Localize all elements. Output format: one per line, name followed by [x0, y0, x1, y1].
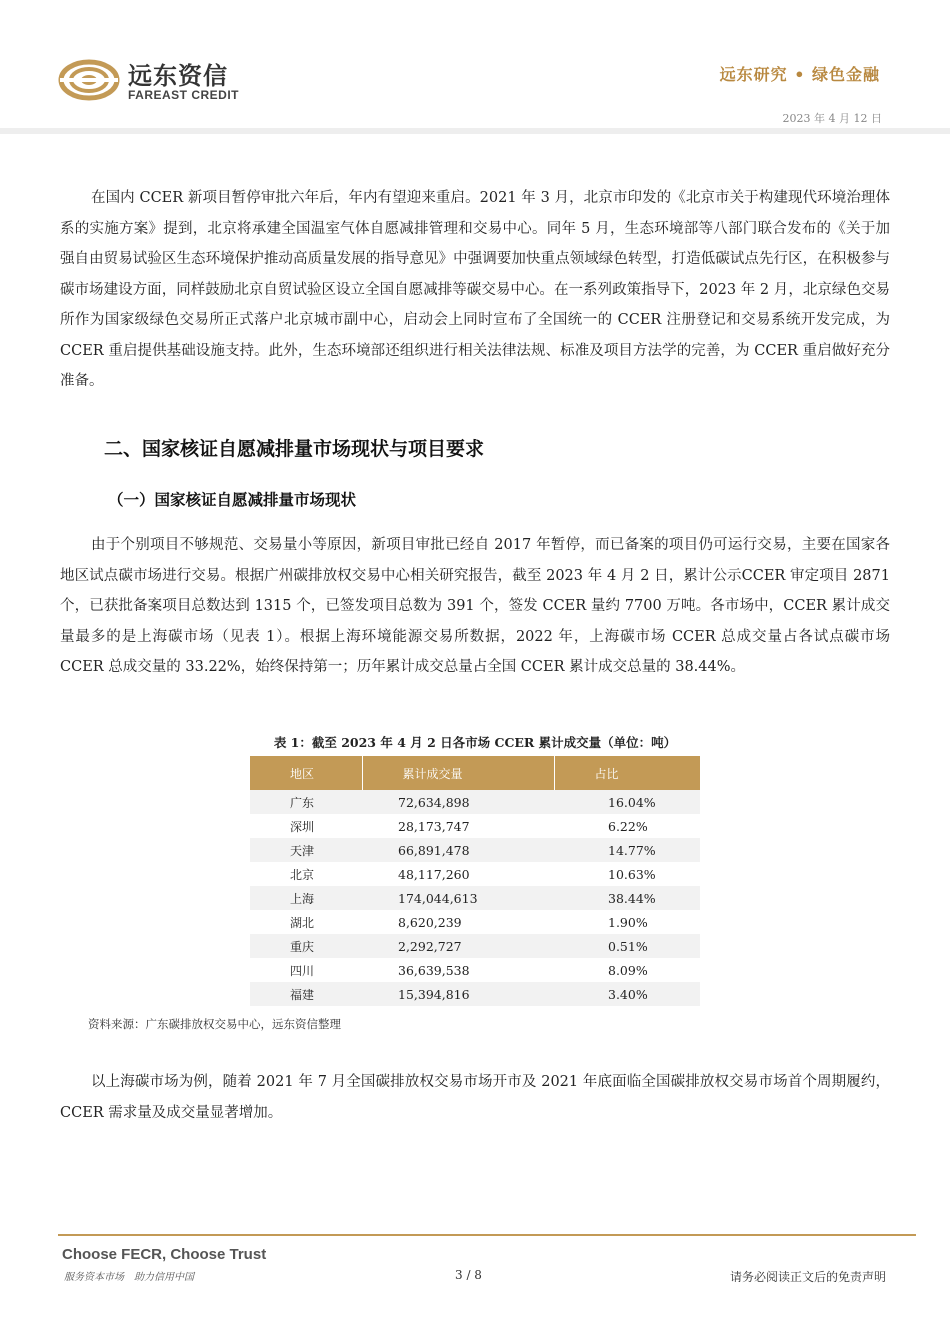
cell-share: 3.40% — [554, 982, 700, 1006]
cell-share: 6.22% — [554, 814, 700, 838]
footer-tagline: 服务资本市场 助力信用中国 — [64, 1272, 194, 1283]
table-row — [250, 934, 700, 958]
cell-region: 四川 — [250, 958, 362, 982]
cell-region: 北京 — [250, 862, 362, 886]
column-header-region: 地区 — [250, 756, 362, 790]
table-source-note: 资料来源：广东碳排放权交易中心，远东资信整理 — [88, 1017, 341, 1031]
footer-slogan: Choose FECR, Choose Trust — [62, 1246, 267, 1263]
section-heading: 二、国家核证自愿减排量市场现状与项目要求 — [104, 438, 485, 460]
table-row — [250, 790, 700, 814]
subsection-heading: （一）国家核证自愿减排量市场现状 — [108, 491, 357, 509]
table-caption: 表 1：截至 2023 年 4 月 2 日各市场 CCER 累计成交量（单位：吨） — [273, 735, 677, 750]
cell-volume: 2,292,727 — [362, 934, 554, 958]
report-date: 2023 年 4 月 12 日 — [782, 112, 882, 125]
company-logo — [58, 52, 258, 108]
column-header-share: 占比 — [554, 756, 700, 790]
page-number: 3 / 8 — [455, 1268, 482, 1282]
cell-region: 广东 — [250, 790, 362, 814]
ccer-volume-table — [250, 756, 700, 1006]
table-row — [250, 838, 700, 862]
page-header — [0, 0, 950, 140]
table-row — [250, 958, 700, 982]
cell-volume: 66,891,478 — [362, 838, 554, 862]
cell-share: 8.09% — [554, 958, 700, 982]
table-row — [250, 814, 700, 838]
table-row — [250, 886, 700, 910]
table-header-row — [250, 756, 700, 790]
cell-share: 10.63% — [554, 862, 700, 886]
cell-share: 38.44% — [554, 886, 700, 910]
cell-volume: 15,394,816 — [362, 982, 554, 1006]
cell-region: 上海 — [250, 886, 362, 910]
cell-share: 0.51% — [554, 934, 700, 958]
paragraph-shanghai-example: 以上海碳市场为例，随着 2021 年 7 月全国碳排放权交易市场开市及 2021 年底面临全国碳排放权交易市场首个周期履约，CCER 需求量及成交量显著增加。 — [60, 1074, 890, 1121]
series-title: 远东研究 • 绿色金融 — [719, 65, 880, 84]
logo-chinese-name: 远东资信 — [128, 62, 228, 90]
cell-region: 福建 — [250, 982, 362, 1006]
cell-region: 深圳 — [250, 814, 362, 838]
table-row — [250, 910, 700, 934]
cell-volume: 48,117,260 — [362, 862, 554, 886]
paragraph-market-status: 由于个别项目不够规范、交易量小等原因，新项目审批已经自 2017 年暂停，而已备案的项目仍可运行交易，主要在国家各地区试点碳市场进行交易。根据广州碳排放权交易中心相关研究报告，截至 2023 年 4 月 2 日，累计公示CCER 审定项目 2871 个，已获批备案项目总数达到 1315 个，已签发项目总数为 391 个，签发 CCER 量约 7700 万吨。各市场中，CCER 累计成交量最多的是上海碳市场（见表 1）。根据上海环境能源交易所数据，2022 年，上海碳市场 CCER 总成交量占各试点碳市场 CCER 总成交量的 33.22%，始终保持第一；历年累计成交总量占全国 CCER 累计成交总量的 38.44%。 — [60, 537, 890, 675]
cell-share: 16.04% — [554, 790, 700, 814]
cell-volume: 72,634,898 — [362, 790, 554, 814]
logo-mark-icon — [58, 52, 120, 108]
paragraph-ccer-restart: 在国内 CCER 新项目暂停审批六年后，年内有望迎来重启。2021 年 3 月，北京市印发的《北京市关于构建现代环境治理体系的实施方案》提到，北京将承建全国温室气体自愿减排管理和交易中心。同年 5 月，生态环境部等八部门联合发布的《关于加强自由贸易试验区生态环境保护推动高质量发展的指导意见》中强调要加快重点领域绿色转型，打造低碳试点先行区，在积极参与碳市场建设方面，同样鼓励北京自贸试验区设立全国自愿减排等碳交易中心。在一系列政策指导下，2023 年 2 月，北京绿色交易所作为国家级绿色交易所正式落户北京城市副中心，启动会上同时宣布了全国统一的 CCER 注册登记和交易系统开发完成，为 CCER 重启提供基础设施支持。此外，生态环境部还组织进行相关法律法规、标准及项目方法学的完善，为 CCER 重启做好充分准备。 — [60, 190, 890, 389]
disclaimer-note: 请务必阅读正文后的免责声明 — [729, 1270, 886, 1284]
cell-volume: 28,173,747 — [362, 814, 554, 838]
cell-volume: 8,620,239 — [362, 910, 554, 934]
cell-share: 14.77% — [554, 838, 700, 862]
header-divider — [0, 128, 950, 134]
cell-region: 重庆 — [250, 934, 362, 958]
cell-region: 天津 — [250, 838, 362, 862]
footer-divider — [58, 1234, 916, 1236]
logo-english-name: FAREAST CREDIT — [128, 88, 240, 102]
cell-volume: 174,044,613 — [362, 886, 554, 910]
cell-share: 1.90% — [554, 910, 700, 934]
cell-region: 湖北 — [250, 910, 362, 934]
table-row — [250, 982, 700, 1006]
column-header-volume: 累计成交量 — [362, 756, 554, 790]
cell-volume: 36,639,538 — [362, 958, 554, 982]
table-row — [250, 862, 700, 886]
